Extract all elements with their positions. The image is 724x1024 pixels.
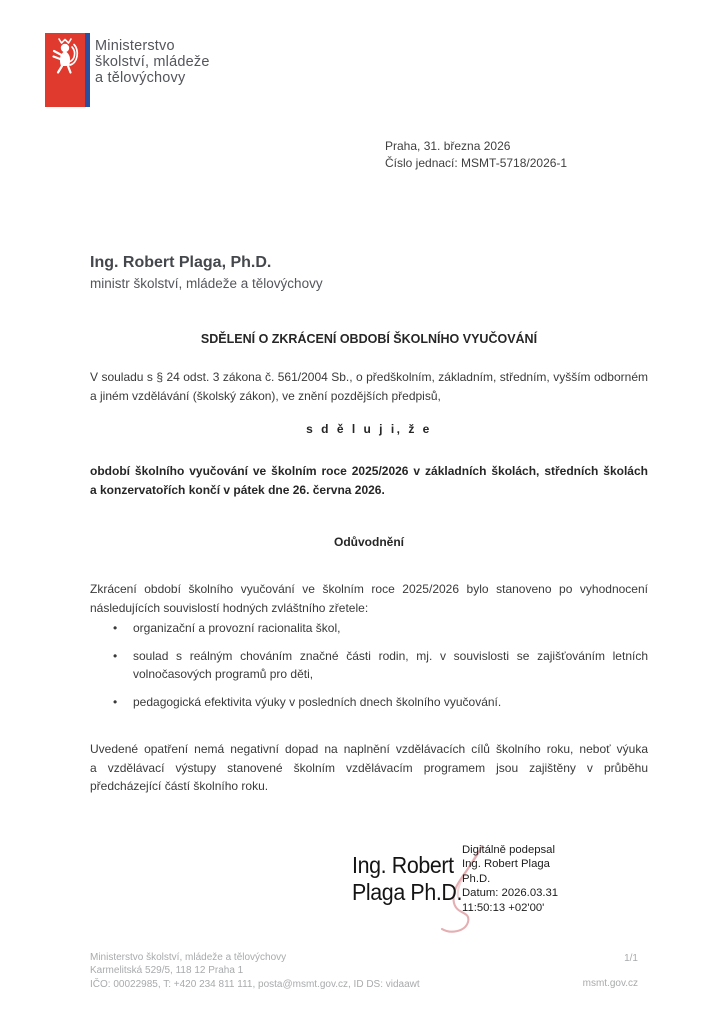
footer-contact-block <box>90 951 420 991</box>
signature-name-large <box>352 852 464 905</box>
signature-name-line: Plaga Ph.D. <box>352 878 463 905</box>
signature-detail-line: Datum: 2026.03.31 <box>462 887 559 900</box>
footer-website: msmt.gov.cz <box>582 978 638 989</box>
bullet-item <box>90 647 648 684</box>
bullet-dot-icon: • <box>113 648 118 663</box>
ministry-name <box>95 39 210 86</box>
declaration-lead: s d ě l u j i, ž e <box>306 422 432 436</box>
signatory-role: ministr školství, mládeže a tělovýchovy <box>90 276 323 291</box>
place-date: Praha, 31. března 2026 <box>385 139 511 153</box>
logo-blue-stripe <box>85 33 90 107</box>
signature-detail-line: Digitálně podepsal <box>462 844 555 856</box>
footer-line: IČO: 00022985, T: +420 234 811 111, posta@msmt.gov.cz, ID DS: vidaawt <box>90 978 420 990</box>
bullet-text <box>133 693 648 712</box>
justification-intro-paragraph <box>90 580 648 617</box>
signatory-name: Ing. Robert Plaga, Ph.D. <box>90 254 272 271</box>
text-line: předcházející částí školního roku. <box>90 779 269 793</box>
justification-bullet-list <box>90 619 648 720</box>
text-line: volnočasových programů pro děti, <box>133 667 314 681</box>
text-line: a konzervatořích končí v pátek dne 26. června 2026. <box>90 482 385 497</box>
bullet-dot-icon: • <box>113 694 118 709</box>
letter-meta <box>385 138 567 172</box>
justification-heading: Odůvodnění <box>334 535 404 549</box>
bullet-item <box>90 619 648 638</box>
ministry-name-line: a tělovýchovy <box>95 69 186 86</box>
document-title: SDĚLENÍ O ZKRÁCENÍ OBDOBÍ ŠKOLNÍHO VYUČOVÁNÍ <box>200 332 538 346</box>
intro-paragraph <box>90 368 648 405</box>
text-line: a vzdělávací výstupy stanovené školním vzdělávacím programem jsou zajištěny v průběhu <box>90 760 648 775</box>
declaration-paragraph <box>90 462 648 499</box>
bullet-item <box>90 693 648 712</box>
msmt-logo <box>45 33 90 107</box>
signature-detail-line: Ing. Robert Plaga <box>462 858 550 871</box>
text-line: období školního vyučování ve školním roce 2025/2026 v základních školách, středních školách <box>90 464 648 478</box>
signatory-block <box>90 252 323 293</box>
logo-red-panel <box>45 33 85 107</box>
signature-detail-line: Ph.D. <box>462 872 491 885</box>
text-line: následujících souvislostí hodných zvláštního zřetele: <box>90 600 369 615</box>
bullet-text <box>133 619 648 638</box>
footer-line: Ministerstvo školství, mládeže a tělovýchovy <box>90 952 287 963</box>
footer-line: Karmelitská 529/5, 118 12 Praha 1 <box>90 965 244 977</box>
ministry-name-line: školství, mládeže <box>95 53 210 70</box>
ministry-name-line: Ministerstvo <box>95 38 175 54</box>
signature-details <box>462 843 582 915</box>
signature-detail-line: 11:50:13 +02'00' <box>462 901 545 914</box>
signature-name-line: Ing. Robert <box>352 852 454 878</box>
closing-paragraph <box>90 740 648 796</box>
text-line: organizační a provozní racionalita škol, <box>133 621 341 635</box>
bullet-text <box>133 647 648 684</box>
text-line: Zkrácení období školního vyučování ve školním roce 2025/2026 bylo stanoveno po vyhodnocení <box>90 582 648 596</box>
text-line: pedagogická efektivita výuky v posledních dnech školního vyučování. <box>133 694 502 709</box>
text-line: V souladu s § 24 odst. 3 zákona č. 561/2004 Sb., o předškolním, základním, středním, vyšším odborném <box>90 370 648 384</box>
text-line: Uvedené opatření nemá negativní dopad na naplnění vzdělávacích cílů školního roku, neboť výuka <box>90 742 648 756</box>
reference-number: Číslo jednací: MSMT-5718/2026-1 <box>385 156 568 170</box>
text-line: soulad s reálným chováním značné části rodin, mj. v souvislosti se zajišťováním letních <box>133 648 648 663</box>
czech-lion-icon <box>48 37 82 77</box>
digital-signature-block <box>352 840 582 940</box>
text-line: a jiném vzdělávání (školský zákon), ve znění pozdějších předpisů, <box>90 388 441 403</box>
bullet-dot-icon: • <box>113 621 118 635</box>
page-number: 1/1 <box>624 953 638 964</box>
